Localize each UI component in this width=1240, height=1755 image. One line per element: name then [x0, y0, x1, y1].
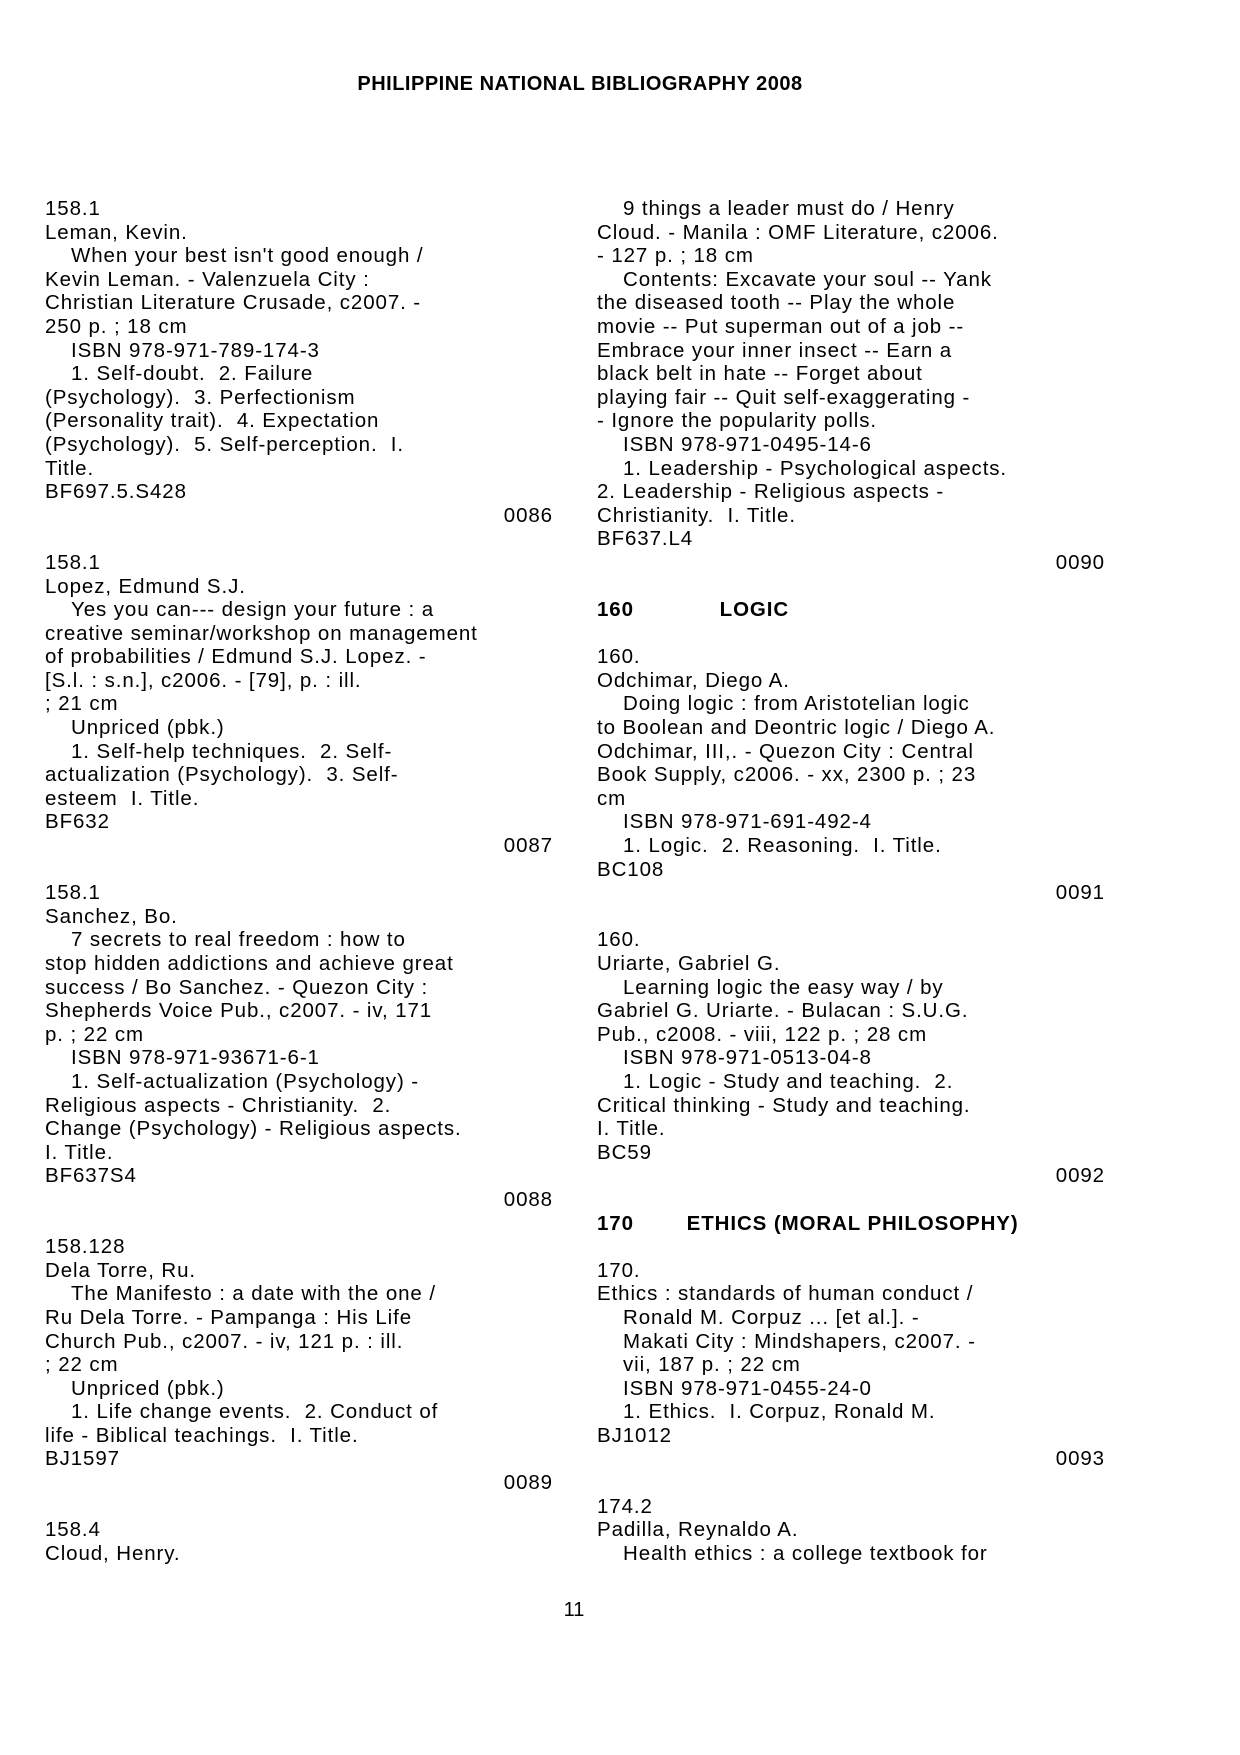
left-entry-number: 0087 [503, 834, 553, 858]
left-text-line: BJ1597 [45, 1447, 120, 1471]
left-text-line: esteem I. Title. [45, 786, 200, 810]
left-text-line: ISBN 978-971-93671-6-1 [71, 1046, 320, 1070]
right-text-line: BJ1012 [597, 1423, 672, 1447]
right-text-line: 160. [597, 645, 641, 669]
left-text-line: Title. [45, 456, 95, 480]
left-text-line: Dela Torre, Ru. [45, 1258, 196, 1282]
right-text-line: Gabriel G. Uriarte. - Bulacan : S.U.G. [597, 999, 969, 1023]
right-text-line: Christianity. I. Title. [597, 503, 796, 527]
left-spacer [45, 1212, 553, 1236]
left-text-line: Kevin Leman. - Valenzuela City : [45, 267, 370, 291]
left-text-line: 7 secrets to real freedom : how to [71, 928, 406, 952]
left-text-line: Change (Psychology) - Religious aspects. [45, 1117, 462, 1141]
right-spacer [597, 1188, 1105, 1212]
left-text-line: BF637S4 [45, 1164, 137, 1188]
right-text-line: 174.2 [597, 1494, 653, 1518]
right-section-heading: 160 LOGIC [597, 598, 790, 622]
left-text-line: 250 p. ; 18 cm [45, 314, 188, 338]
left-text-line: Lopez, Edmund S.J. [45, 574, 246, 598]
left-text-line: 158.128 [45, 1235, 126, 1259]
left-text-line: ISBN 978-971-789-174-3 [71, 338, 320, 362]
left-spacer [45, 858, 553, 882]
left-text-line: 1. Self-actualization (Psychology) - [71, 1069, 420, 1093]
right-text-line: Cloud. - Manila : OMF Literature, c2006. [597, 220, 999, 244]
right-text-line: Learning logic the easy way / by [623, 975, 944, 999]
left-text-line: success / Bo Sanchez. - Quezon City : [45, 975, 429, 999]
left-text-line: of probabilities / Edmund S.J. Lopez. - [45, 645, 427, 669]
right-text-line: 1. Ethics. I. Corpuz, Ronald M. [623, 1400, 936, 1424]
left-text-line: Leman, Kevin. [45, 220, 188, 244]
left-text-line: Church Pub., c2007. - iv, 121 p. : ill. [45, 1329, 404, 1353]
left-entry-number: 0088 [503, 1187, 553, 1211]
right-text-line: to Boolean and Deontric logic / Diego A. [597, 716, 996, 740]
left-text-line: (Personality trait). 4. Expectation [45, 409, 380, 433]
right-spacer [597, 622, 1105, 646]
left-text-line: Unpriced (pbk.) [71, 716, 225, 740]
left-text-line: ; 21 cm [45, 692, 119, 716]
left-text-line: I. Title. [45, 1140, 114, 1164]
left-column [45, 197, 553, 1565]
right-text-line: black belt in hate -- Forget about [597, 362, 923, 386]
right-text-line: Odchimar, Diego A. [597, 668, 790, 692]
right-text-line: ISBN 978-971-691-492-4 [623, 810, 872, 834]
right-text-line: Odchimar, III,. - Quezon City : Central [597, 739, 974, 763]
left-text-line: Cloud, Henry. [45, 1541, 181, 1565]
right-text-line: 1. Leadership - Psychological aspects. [623, 456, 1008, 480]
right-text-line: 160. [597, 928, 641, 952]
right-spacer [597, 575, 1105, 599]
left-spacer [45, 1495, 553, 1519]
right-text-line: Padilla, Reynaldo A. [597, 1518, 799, 1542]
left-text-line: BF697.5.S428 [45, 480, 187, 504]
left-text-line: Religious aspects - Christianity. 2. [45, 1093, 392, 1117]
right-entry-number: 0092 [1055, 1164, 1105, 1188]
right-text-line: - Ignore the popularity polls. [597, 409, 877, 433]
left-text-line: [S.l. : s.n.], c2006. - [79], p. : ill. [45, 668, 362, 692]
left-text-line: Unpriced (pbk.) [71, 1376, 225, 1400]
right-text-line: ISBN 978-971-0495-14-6 [623, 432, 872, 456]
right-spacer [597, 905, 1105, 929]
left-text-line: 158.1 [45, 881, 101, 905]
left-text-line: The Manifesto : a date with the one / [71, 1282, 436, 1306]
right-section-heading: 170 ETHICS (MORAL PHILOSOPHY) [597, 1211, 1019, 1235]
left-text-line: (Psychology). 3. Perfectionism [45, 385, 356, 409]
left-text-line: ; 22 cm [45, 1353, 119, 1377]
right-text-line: ISBN 978-971-0455-24-0 [623, 1376, 872, 1400]
right-text-line: - 127 p. ; 18 cm [597, 244, 754, 268]
left-text-line: 1. Self-help techniques. 2. Self- [71, 739, 393, 763]
left-text-line: Sanchez, Bo. [45, 904, 178, 928]
left-text-line: creative seminar/workshop on management [45, 621, 478, 645]
left-text-line: Shepherds Voice Pub., c2007. - iv, 171 [45, 999, 433, 1023]
right-text-line: vii, 187 p. ; 22 cm [623, 1353, 801, 1377]
left-text-line: stop hidden addictions and achieve great [45, 952, 454, 975]
right-text-line: Ethics : standards of human conduct / [597, 1282, 974, 1306]
left-text-line: 1. Self-doubt. 2. Failure [71, 362, 314, 386]
left-text-line: 1. Life change events. 2. Conduct of [71, 1400, 439, 1424]
right-text-line: cm [597, 786, 627, 810]
right-text-line: movie -- Put superman out of a job -- [597, 314, 965, 338]
right-entry-number: 0091 [1055, 881, 1105, 905]
right-column [597, 197, 1105, 1565]
right-text-line: BF637.L4 [597, 527, 694, 551]
right-text-line: 9 things a leader must do / Henry [623, 197, 955, 220]
left-text-line: (Psychology). 5. Self-perception. I. [45, 432, 404, 456]
right-text-line: Doing logic : from Aristotelian logic [623, 692, 970, 716]
right-text-line: Contents: Excavate your soul -- Yank [623, 267, 992, 291]
right-spacer [597, 1471, 1105, 1495]
right-text-line: ISBN 978-971-0513-04-8 [623, 1046, 872, 1070]
left-entry-number: 0089 [503, 1471, 553, 1495]
left-text-line: life - Biblical teachings. I. Title. [45, 1423, 359, 1447]
left-text-line: Yes you can--- design your future : a [71, 598, 435, 622]
right-entry-number: 0090 [1055, 550, 1105, 574]
left-text-line: p. ; 22 cm [45, 1022, 145, 1046]
right-text-line: Makati City : Mindshapers, c2007. - [623, 1329, 976, 1353]
left-text-line: actualization (Psychology). 3. Self- [45, 763, 399, 787]
right-text-line: 170. [597, 1258, 641, 1282]
right-text-line: BC59 [597, 1140, 652, 1164]
right-text-line: Embrace your inner insect -- Earn a [597, 338, 953, 362]
left-entry-number: 0086 [503, 503, 553, 527]
left-text-line: BF632 [45, 810, 110, 834]
page-title: PHILIPPINE NATIONAL BIBLIOGRAPHY 2008 [357, 73, 803, 95]
right-text-line: BC108 [597, 857, 665, 881]
right-text-line: Book Supply, c2006. - xx, 2300 p. ; 23 [597, 763, 977, 787]
right-text-line: 1. Logic. 2. Reasoning. I. Title. [623, 834, 942, 858]
left-text-line: Christian Literature Crusade, c2007. - [45, 291, 422, 315]
left-text-line: Ru Dela Torre. - Pampanga : His Life [45, 1305, 413, 1329]
right-text-line: Critical thinking - Study and teaching. [597, 1093, 971, 1117]
right-spacer [597, 1235, 1105, 1259]
page-number: 11 [563, 1599, 585, 1621]
right-text-line: Uriarte, Gabriel G. [597, 952, 781, 975]
right-text-line: playing fair -- Quit self-exaggerating - [597, 385, 971, 409]
left-text-line: When your best isn't good enough / [71, 244, 424, 268]
right-text-line: 2. Leadership - Religious aspects - [597, 480, 945, 504]
right-text-line: Pub., c2008. - viii, 122 p. ; 28 cm [597, 1022, 928, 1046]
left-text-line: 158.4 [45, 1518, 101, 1542]
right-entry-number: 0093 [1055, 1447, 1105, 1471]
right-text-line: Ronald M. Corpuz ... [et al.]. - [623, 1305, 920, 1329]
left-text-line: 158.1 [45, 197, 101, 220]
right-text-line: the diseased tooth -- Play the whole [597, 291, 956, 315]
right-text-line: I. Title. [597, 1117, 666, 1141]
left-spacer [45, 527, 553, 551]
right-text-line: 1. Logic - Study and teaching. 2. [623, 1069, 954, 1093]
left-text-line: 158.1 [45, 550, 101, 574]
right-text-line: Health ethics : a college textbook for [623, 1541, 988, 1565]
